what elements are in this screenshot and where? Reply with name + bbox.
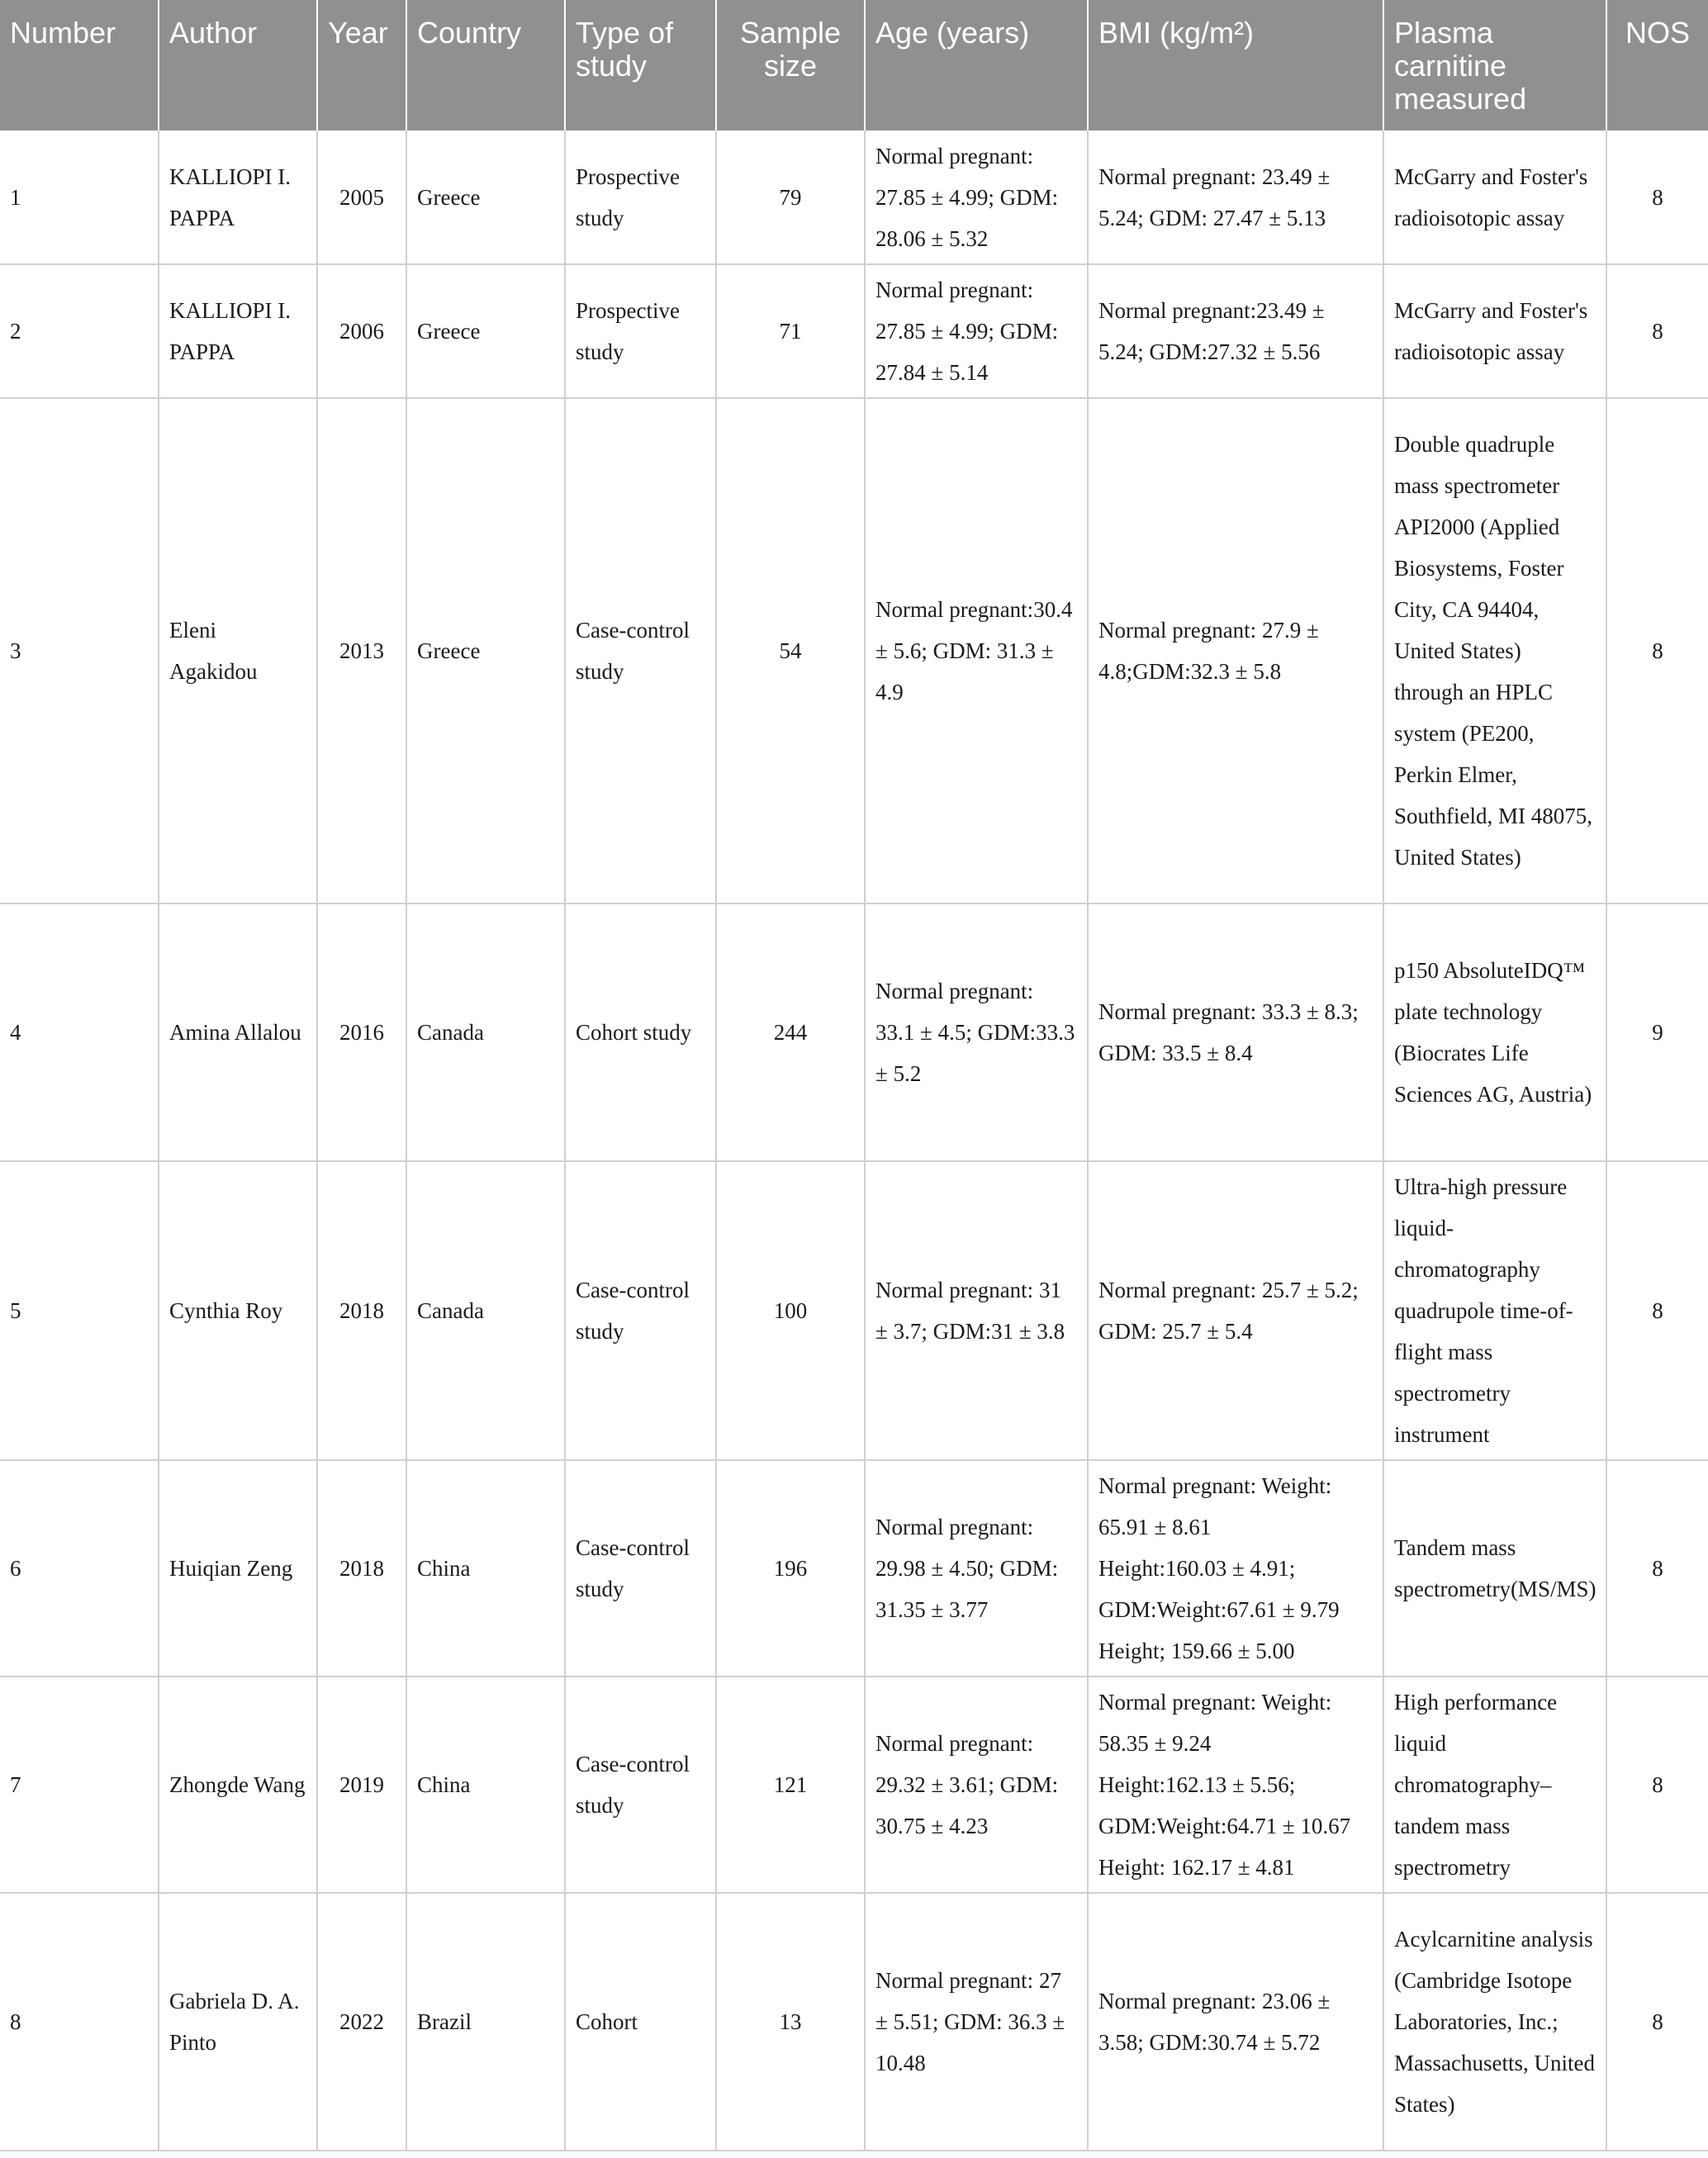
cell-author: Zhongde Wang: [159, 1677, 317, 1893]
table-row: [0, 1161, 1708, 1460]
cell-sample-size: 13: [716, 1893, 865, 2151]
cell-nos: 8: [1606, 130, 1708, 264]
cell-number: 5: [0, 1161, 159, 1460]
cell-bmi: Normal pregnant: 27.9 ± 4.8;GDM:32.3 ± 5.8: [1088, 398, 1383, 904]
header-country: Country: [406, 0, 565, 130]
cell-sample-size: 244: [716, 904, 865, 1161]
cell-country: Canada: [406, 904, 565, 1161]
cell-country: China: [406, 1460, 565, 1677]
header-number: Number: [0, 0, 159, 130]
header-bmi: BMI (kg/m²): [1088, 0, 1383, 130]
cell-bmi: Normal pregnant: 23.49 ± 5.24; GDM: 27.47 ± 5.13: [1088, 130, 1383, 264]
cell-year: 2013: [317, 398, 406, 904]
table-row: [0, 904, 1708, 1161]
cell-country: Brazil: [406, 1893, 565, 2151]
cell-age: Normal pregnant: 27.85 ± 4.99; GDM: 27.84 ± 5.14: [865, 264, 1088, 398]
table-row: [0, 1460, 1708, 1677]
cell-carnitine: Double quadruple mass spectrometer API2000 (Applied Biosystems, Foster City, CA 94404, United States) through an HPLC system (PE200, Perkin Elmer, Southfield, MI 48075, United States): [1383, 398, 1606, 904]
cell-nos: 8: [1606, 264, 1708, 398]
cell-author: Gabriela D. A. Pinto: [159, 1893, 317, 2151]
cell-sample-size: 196: [716, 1460, 865, 1677]
cell-age: Normal pregnant: 29.98 ± 4.50; GDM: 31.35 ± 3.77: [865, 1460, 1088, 1677]
cell-sample-size: 121: [716, 1677, 865, 1893]
cell-type: Case-control study: [565, 398, 716, 904]
cell-sample-size: 54: [716, 398, 865, 904]
table-row: [0, 130, 1708, 264]
cell-carnitine: Acylcarnitine analysis (Cambridge Isotope Laboratories, Inc.; Massachusetts, United States): [1383, 1893, 1606, 2151]
cell-age: Normal pregnant: 33.1 ± 4.5; GDM:33.3 ± 5.2: [865, 904, 1088, 1161]
cell-bmi: Normal pregnant: 23.06 ± 3.58; GDM:30.74 ± 5.72: [1088, 1893, 1383, 2151]
cell-carnitine: Tandem mass spectrometry(MS/MS): [1383, 1460, 1606, 1677]
cell-nos: 8: [1606, 1677, 1708, 1893]
table-row: [0, 1677, 1708, 1893]
cell-type: Prospective study: [565, 130, 716, 264]
cell-country: Canada: [406, 1161, 565, 1460]
cell-year: 2018: [317, 1460, 406, 1677]
table-row: [0, 264, 1708, 398]
table-row: [0, 1893, 1708, 2151]
cell-nos: 8: [1606, 1460, 1708, 1677]
cell-number: 1: [0, 130, 159, 264]
cell-nos: 8: [1606, 1161, 1708, 1460]
cell-carnitine: High performance liquid chromatography–tandem mass spectrometry: [1383, 1677, 1606, 1893]
cell-age: Normal pregnant: 27 ± 5.51; GDM: 36.3 ± 10.48: [865, 1893, 1088, 2151]
cell-age: Normal pregnant:30.4 ± 5.6; GDM: 31.3 ± 4.9: [865, 398, 1088, 904]
cell-type: Case-control study: [565, 1677, 716, 1893]
cell-type: Cohort study: [565, 904, 716, 1161]
header-year: Year: [317, 0, 406, 130]
header-row: [0, 0, 1708, 130]
cell-author: Cynthia Roy: [159, 1161, 317, 1460]
cell-year: 2022: [317, 1893, 406, 2151]
header-plasma-carnitine: Plasma carnitine measured: [1383, 0, 1606, 130]
cell-type: Case-control study: [565, 1161, 716, 1460]
header-age: Age (years): [865, 0, 1088, 130]
cell-bmi: Normal pregnant: Weight: 65.91 ± 8.61 Height:160.03 ± 4.91; GDM:Weight:67.61 ± 9.79 Height; 159.66 ± 5.00: [1088, 1460, 1383, 1677]
header-type-of-study: Type of study: [565, 0, 716, 130]
cell-carnitine: Ultra-high pressure liquid-chromatography quadrupole time-of-flight mass spectrometry instrument: [1383, 1161, 1606, 1460]
cell-age: Normal pregnant: 31 ± 3.7; GDM:31 ± 3.8: [865, 1161, 1088, 1460]
header-author: Author: [159, 0, 317, 130]
cell-year: 2019: [317, 1677, 406, 1893]
cell-number: 3: [0, 398, 159, 904]
cell-bmi: Normal pregnant:23.49 ± 5.24; GDM:27.32 ± 5.56: [1088, 264, 1383, 398]
cell-number: 8: [0, 1893, 159, 2151]
cell-age: Normal pregnant: 29.32 ± 3.61; GDM: 30.75 ± 4.23: [865, 1677, 1088, 1893]
cell-nos: 8: [1606, 398, 1708, 904]
cell-number: 4: [0, 904, 159, 1161]
cell-number: 2: [0, 264, 159, 398]
cell-country: China: [406, 1677, 565, 1893]
cell-author: KALLIOPI I. PAPPA: [159, 264, 317, 398]
table-row: [0, 398, 1708, 904]
cell-year: 2006: [317, 264, 406, 398]
cell-author: Huiqian Zeng: [159, 1460, 317, 1677]
cell-age: Normal pregnant: 27.85 ± 4.99; GDM: 28.06 ± 5.32: [865, 130, 1088, 264]
cell-nos: 9: [1606, 904, 1708, 1161]
cell-author: KALLIOPI I. PAPPA: [159, 130, 317, 264]
cell-number: 6: [0, 1460, 159, 1677]
cell-bmi: Normal pregnant: 33.3 ± 8.3; GDM: 33.5 ± 8.4: [1088, 904, 1383, 1161]
cell-sample-size: 100: [716, 1161, 865, 1460]
header-sample-size: Sample size: [716, 0, 865, 130]
cell-type: Case-control study: [565, 1460, 716, 1677]
cell-author: Eleni Agakidou: [159, 398, 317, 904]
cell-bmi: Normal pregnant: Weight: 58.35 ± 9.24 Height:162.13 ± 5.56; GDM:Weight:64.71 ± 10.67 Height: 162.17 ± 4.81: [1088, 1677, 1383, 1893]
cell-bmi: Normal pregnant: 25.7 ± 5.2; GDM: 25.7 ± 5.4: [1088, 1161, 1383, 1460]
cell-carnitine: p150 AbsoluteIDQ™ plate technology (Biocrates Life Sciences AG, Austria): [1383, 904, 1606, 1161]
cell-sample-size: 71: [716, 264, 865, 398]
cell-year: 2018: [317, 1161, 406, 1460]
cell-number: 7: [0, 1677, 159, 1893]
cell-nos: 8: [1606, 1893, 1708, 2151]
cell-country: Greece: [406, 130, 565, 264]
cell-carnitine: McGarry and Foster's radioisotopic assay: [1383, 130, 1606, 264]
cell-type: Prospective study: [565, 264, 716, 398]
cell-type: Cohort: [565, 1893, 716, 2151]
cell-author: Amina Allalou: [159, 904, 317, 1161]
cell-country: Greece: [406, 398, 565, 904]
cell-year: 2005: [317, 130, 406, 264]
header-nos: NOS: [1606, 0, 1708, 130]
cell-carnitine: McGarry and Foster's radioisotopic assay: [1383, 264, 1606, 398]
cell-year: 2016: [317, 904, 406, 1161]
cell-country: Greece: [406, 264, 565, 398]
cell-sample-size: 79: [716, 130, 865, 264]
